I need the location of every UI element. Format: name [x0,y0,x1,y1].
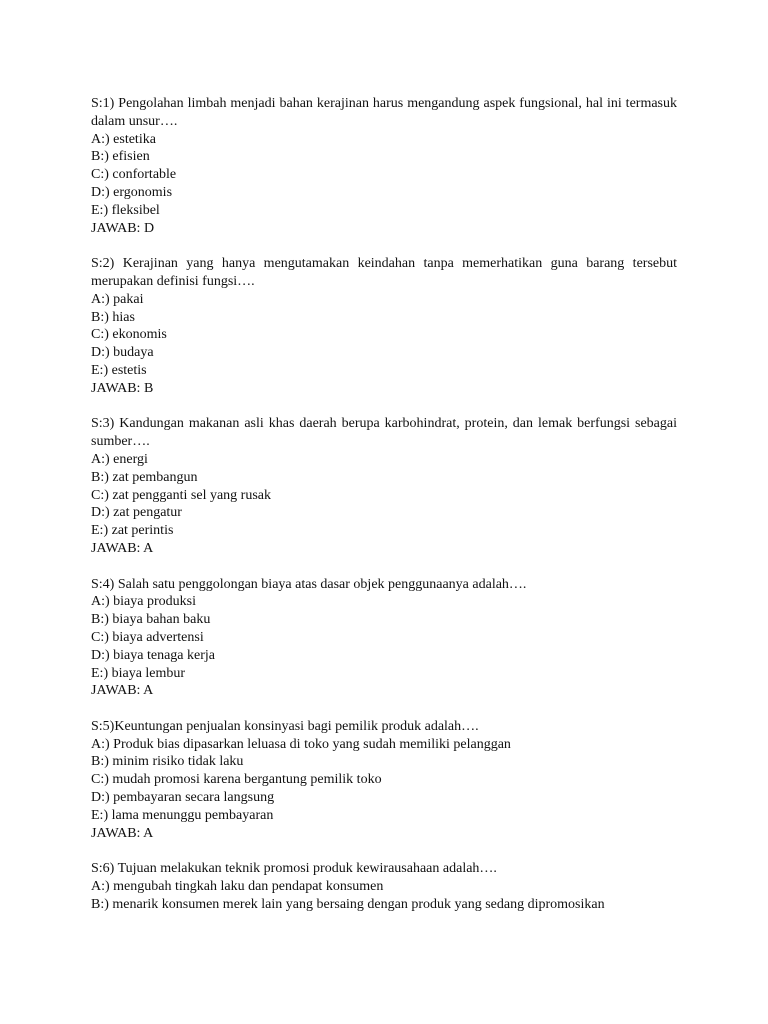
option-e: E:) fleksibel [91,202,160,218]
option-a: A:) mengubah tingkah laku dan pendapat konsumen [91,879,384,895]
question-4 [91,576,677,701]
option-d: D:) zat pengatur [91,505,182,521]
option-c: C:) zat pengganti sel yang rusak [91,487,272,503]
option-c: C:) ekonomis [91,327,167,343]
answer-key: JAWAB: A [91,825,154,841]
answer-key: JAWAB: B [91,380,154,396]
option-b: B:) biaya bahan baku [91,612,211,628]
option-e: E:) lama menunggu pembayaran [91,807,274,823]
option-c: C:) mudah promosi karena bergantung pemilik toko [91,772,382,788]
question-text: S:2) Kerajinan yang hanya mengutamakan keindahan tanpa memerhatikan guna barang tersebut merupakan definisi fungsi…. [91,256,677,289]
option-a: A:) energi [91,451,148,467]
option-c: C:) confortable [91,167,177,183]
option-b: B:) minim risiko tidak laku [91,754,244,770]
question-6 [91,860,677,913]
question-1 [91,95,677,237]
question-5 [91,718,677,843]
question-3 [91,415,677,557]
option-b: B:) menarik konsumen merek lain yang bersaing dengan produk yang sedang dipromosikan [91,896,605,912]
question-text: S:3) Kandungan makanan asli khas daerah berupa karbohindrat, protein, dan lemak berfungsi sebagai sumber…. [91,416,677,450]
document-page [91,95,677,931]
answer-key: JAWAB: A [91,683,154,699]
question-text: S:6) Tujuan melakukan teknik promosi produk kewirausahaan adalah…. [91,861,497,877]
option-b: B:) zat pembangun [91,469,198,485]
option-a: A:) estetika [91,131,156,147]
option-b: B:) hias [91,309,135,325]
answer-key: JAWAB: A [91,540,154,556]
option-e: E:) biaya lembur [91,665,186,681]
option-d: D:) pembayaran secara langsung [91,790,275,806]
option-c: C:) biaya advertensi [91,629,204,645]
option-a: A:) biaya produksi [91,594,196,610]
answer-key: JAWAB: D [91,220,155,236]
question-text: S:5)Keuntungan penjualan konsinyasi bagi pemilik produk adalah…. [91,718,479,734]
option-b: B:) efisien [91,149,150,165]
option-e: E:) zat perintis [91,523,174,539]
question-text: S:1) Pengolahan limbah menjadi bahan kerajinan harus mengandung aspek fungsional, hal ini termasuk dalam unsur…. [91,96,677,129]
option-e: E:) estetis [91,362,147,378]
option-a: A:) Produk bias dipasarkan leluasa di toko yang sudah memiliki pelanggan [91,736,511,752]
option-d: D:) ergonomis [91,184,173,200]
option-d: D:) budaya [91,345,154,361]
option-d: D:) biaya tenaga kerja [91,647,215,663]
question-2 [91,255,677,397]
option-a: A:) pakai [91,291,144,307]
question-text: S:4) Salah satu penggolongan biaya atas dasar objek penggunaanya adalah…. [91,576,527,592]
